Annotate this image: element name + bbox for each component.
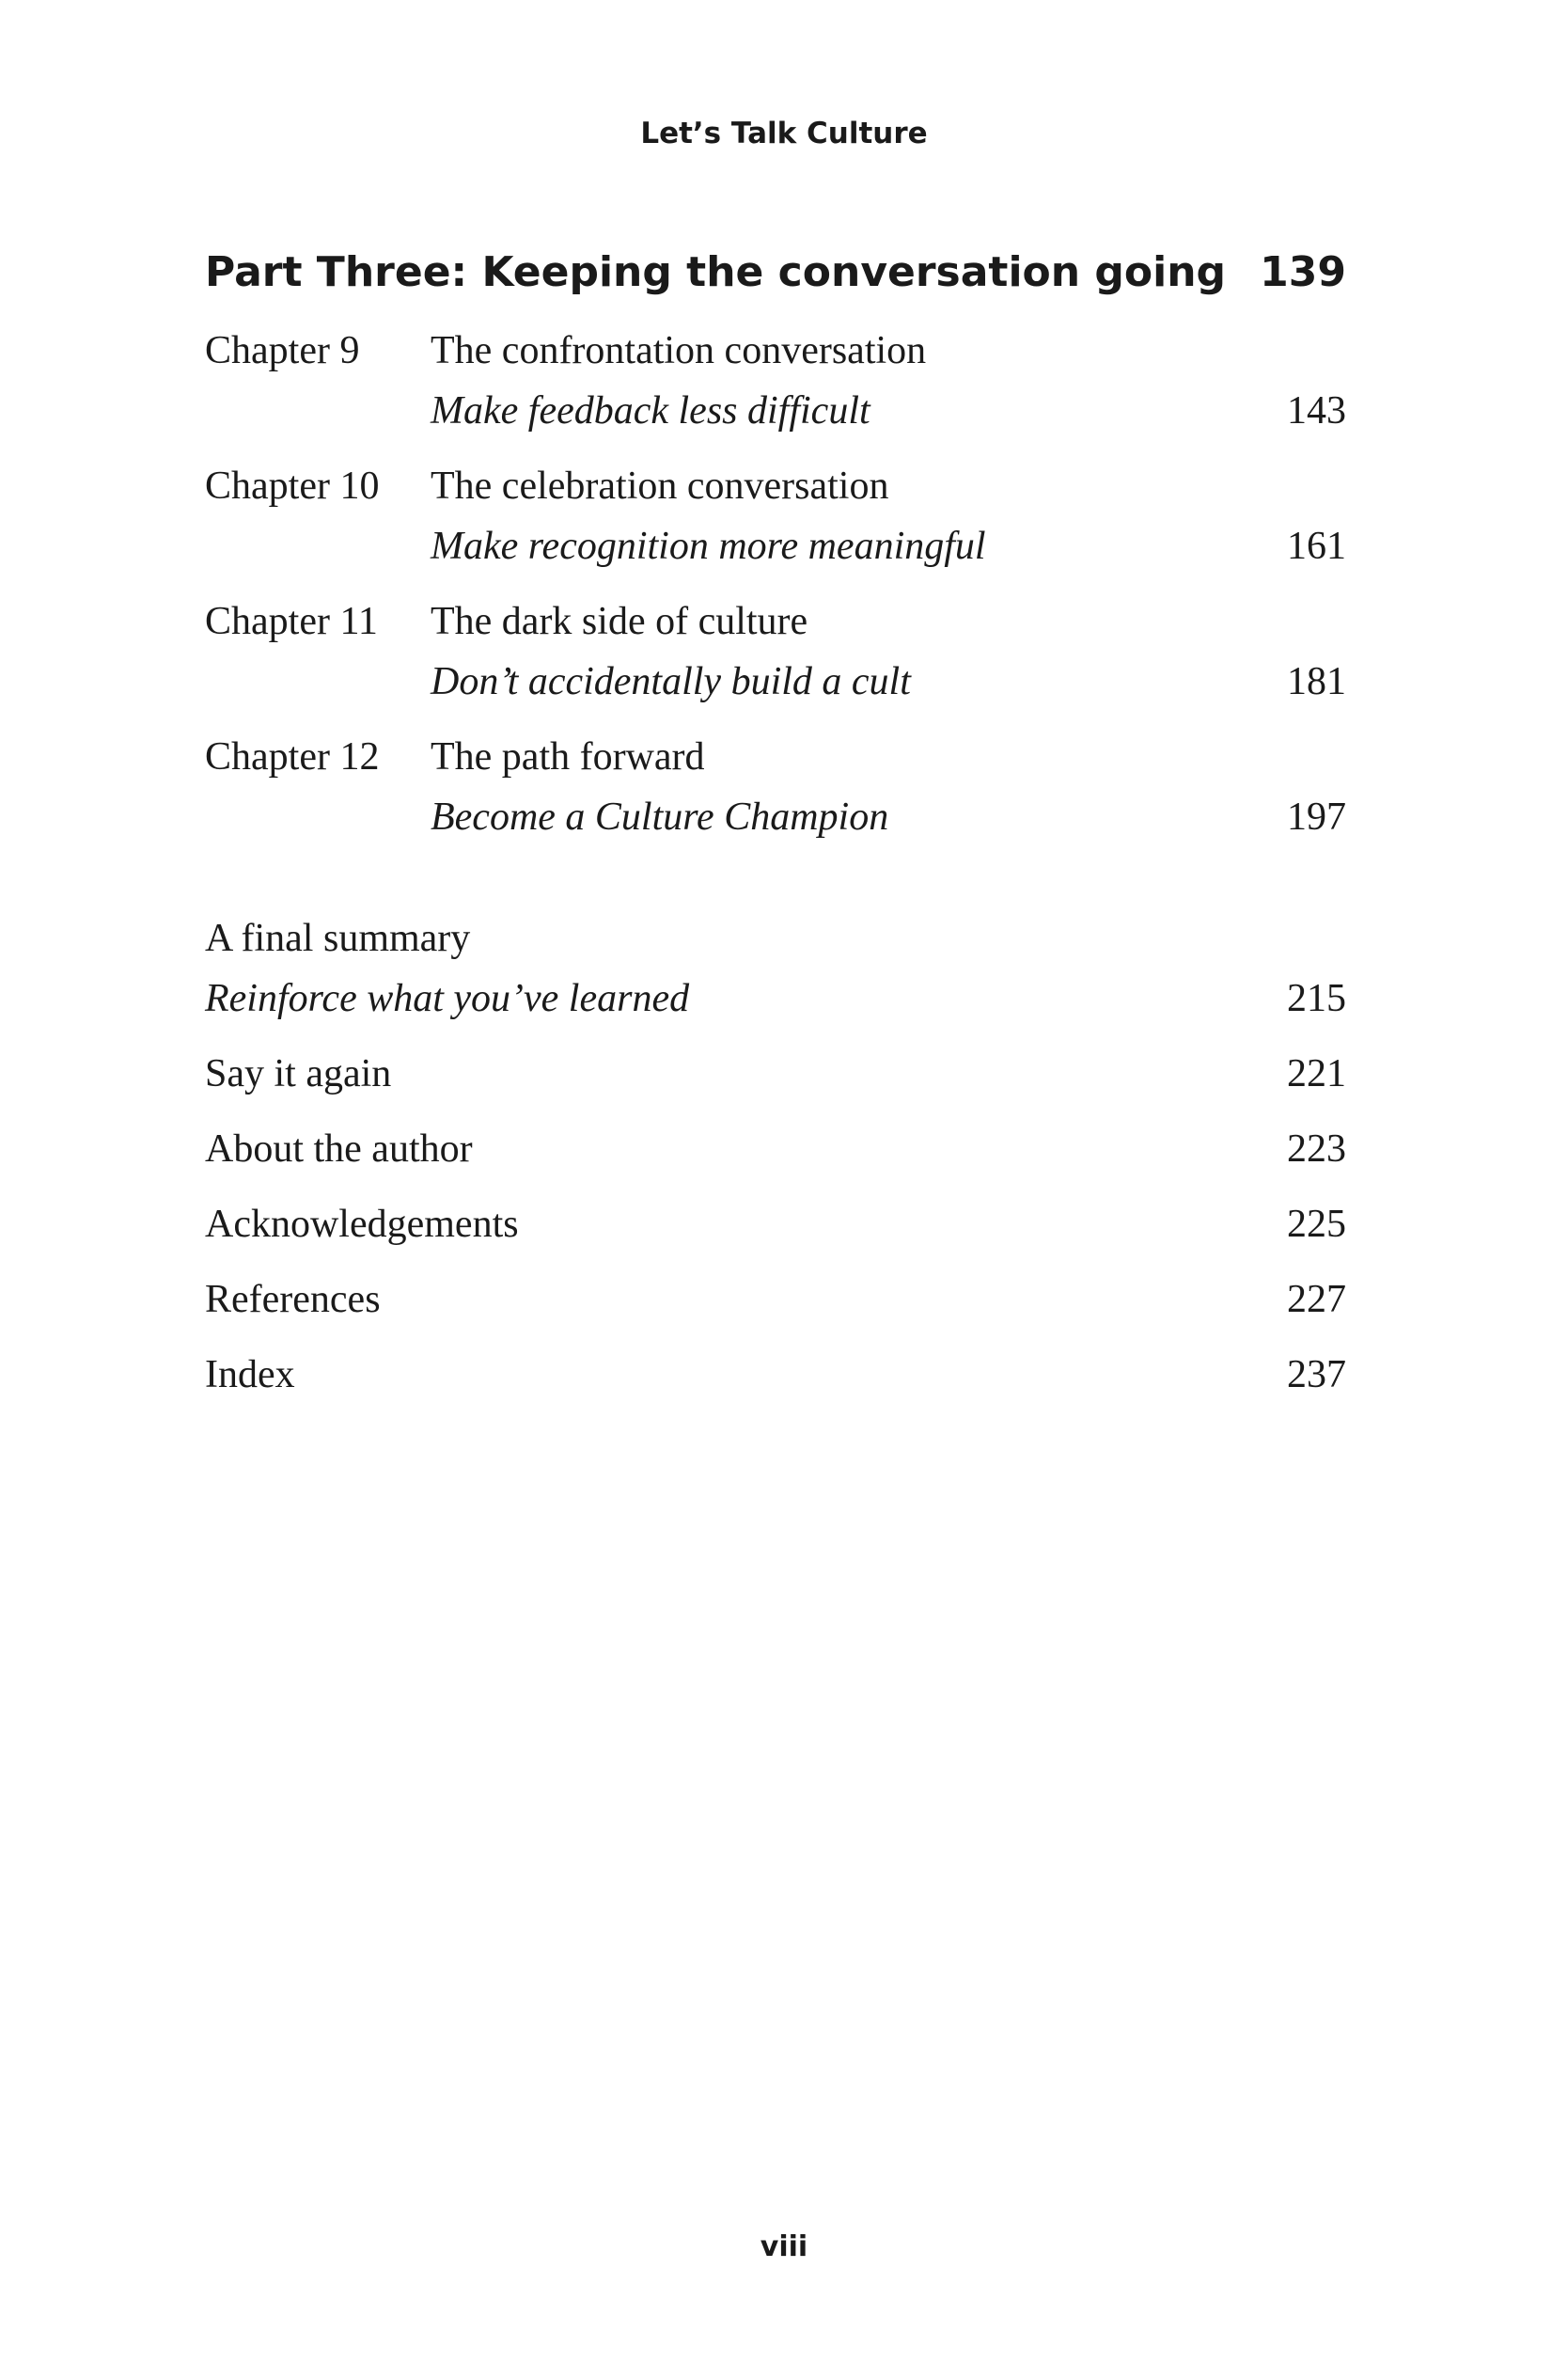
entry-page-number: 221 (1287, 1052, 1346, 1095)
toc-entry-references[interactable] (205, 1273, 1346, 1326)
entry-title: References (205, 1278, 381, 1321)
toc-entry-chapter-9-subtitle (205, 385, 1346, 437)
page-folio: viii (760, 2230, 808, 2263)
chapter-page-number: 161 (1287, 525, 1346, 568)
chapter-label: Chapter 10 (205, 465, 380, 508)
chapter-subtitle: Make recognition more meaningful (431, 525, 986, 568)
toc-entry-chapter-10[interactable] (205, 460, 1346, 512)
toc-part-heading[interactable] (205, 244, 1346, 301)
toc-entry-about-the-author[interactable] (205, 1123, 1346, 1175)
chapter-title: The dark side of culture (431, 600, 808, 643)
chapter-label: Chapter 9 (205, 329, 360, 372)
toc-entry-chapter-10-subtitle (205, 520, 1346, 573)
toc-entry-acknowledgements[interactable] (205, 1198, 1346, 1251)
entry-page-number: 237 (1287, 1353, 1346, 1396)
chapter-title: The path forward (431, 735, 705, 779)
chapter-page-number: 197 (1287, 796, 1346, 839)
entry-title: Acknowledgements (205, 1203, 519, 1246)
chapter-subtitle: Don’t accidentally build a cult (431, 660, 911, 703)
toc-entry-chapter-12-subtitle (205, 791, 1346, 843)
chapter-page-number: 143 (1287, 389, 1346, 433)
entry-page-number: 227 (1287, 1278, 1346, 1321)
toc-entry-index[interactable] (205, 1348, 1346, 1401)
entry-page-number: 223 (1287, 1127, 1346, 1171)
chapter-label: Chapter 11 (205, 600, 378, 643)
chapter-page-number: 181 (1287, 660, 1346, 703)
entry-title: Say it again (205, 1052, 392, 1095)
chapter-title: The celebration conversation (431, 465, 889, 508)
entry-page-number: 225 (1287, 1203, 1346, 1246)
chapter-title: The confrontation conversation (431, 329, 927, 372)
toc-entry-say-it-again[interactable] (205, 1048, 1346, 1100)
toc-entry-final-summary-subtitle (205, 972, 1346, 1025)
toc-entry-chapter-9[interactable] (205, 324, 1346, 377)
entry-page-number: 215 (1287, 977, 1346, 1020)
toc-entry-chapter-12[interactable] (205, 731, 1346, 783)
entry-subtitle: Reinforce what you’ve learned (205, 977, 690, 1020)
chapter-subtitle: Become a Culture Champion (431, 796, 889, 839)
toc-entry-chapter-11[interactable] (205, 595, 1346, 648)
entry-title: A final summary (205, 917, 471, 960)
entry-title: About the author (205, 1127, 473, 1171)
part-title: Part Three: Keeping the conversation going (205, 248, 1227, 296)
chapter-subtitle: Make feedback less difficult (431, 389, 870, 433)
part-page-number: 139 (1260, 248, 1346, 296)
entry-title: Index (205, 1353, 295, 1396)
chapter-label: Chapter 12 (205, 735, 380, 779)
running-head: Let’s Talk Culture (640, 117, 928, 150)
toc-entry-final-summary[interactable] (205, 912, 1346, 965)
toc-entry-chapter-11-subtitle (205, 655, 1346, 708)
